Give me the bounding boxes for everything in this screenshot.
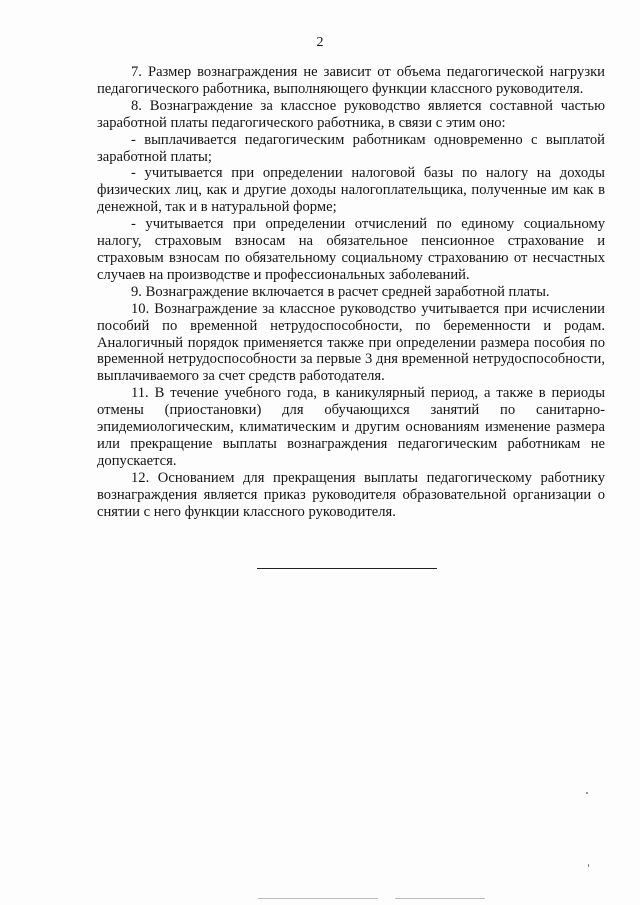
document-body bbox=[97, 64, 605, 520]
paragraph-7: 7. Размер вознаграждения не зависит от объема педагогической нагрузки педагогического работника, выполняющего функции классного руководителя. bbox=[97, 64, 605, 97]
paragraph-10: 10. Вознаграждение за классное руководство учитывается при исчислении пособий по временной нетрудоспособности, по беременности и родам. Аналогичный порядок применяется также при определении размера пособия по временной нетрудоспособности за первые 3 дня временной нетрудоспособности, выплачиваемого за счет средств работодателя. bbox=[97, 300, 605, 385]
paragraph-8: 8. Вознаграждение за классное руководство является составной частью заработной платы педагогического работника, в связи с этим оно: bbox=[97, 97, 605, 131]
end-of-text-rule bbox=[257, 568, 437, 569]
scan-speck bbox=[588, 864, 589, 867]
paragraph-11: 11. В течение учебного года, в каникулярный период, а также в периоды отмены (приостановки) для обучающихся занятий по санитарно-эпидемиологическим, климатическим и другим основаниям изменение размера или прекращение выплаты вознаграждения педагогическим работникам не допускается. bbox=[97, 385, 605, 469]
paragraph-9: 9. Вознаграждение включается в расчет средней заработной платы. bbox=[131, 283, 550, 300]
scan-edge-line bbox=[395, 898, 485, 899]
list-item-social-tax: - учитывается при определении отчислений по единому социальному налогу, страховым взносам на обязательное пенсионное страхование и страховым взносам по обязательному социальному страхованию от несчастных случаев на производстве и профессиональных заболеваний. bbox=[97, 216, 605, 283]
scan-edge-line bbox=[258, 898, 378, 899]
list-item-payment: - выплачивается педагогическим работникам одновременно с выплатой заработной платы; bbox=[97, 131, 605, 165]
paragraph-12: 12. Основанием для прекращения выплаты педагогическому работнику вознаграждения является приказ руководителя образовательной организации о снятии с него функции классного руководителя. bbox=[97, 469, 605, 520]
list-item-tax-base: - учитывается при определении налоговой базы по налогу на доходы физических лиц, как и другие доходы налогоплательщика, полученные им как в денежной, так и в натуральной форме; bbox=[97, 165, 605, 216]
page-number: 2 bbox=[316, 35, 324, 50]
scan-speck bbox=[586, 792, 588, 794]
